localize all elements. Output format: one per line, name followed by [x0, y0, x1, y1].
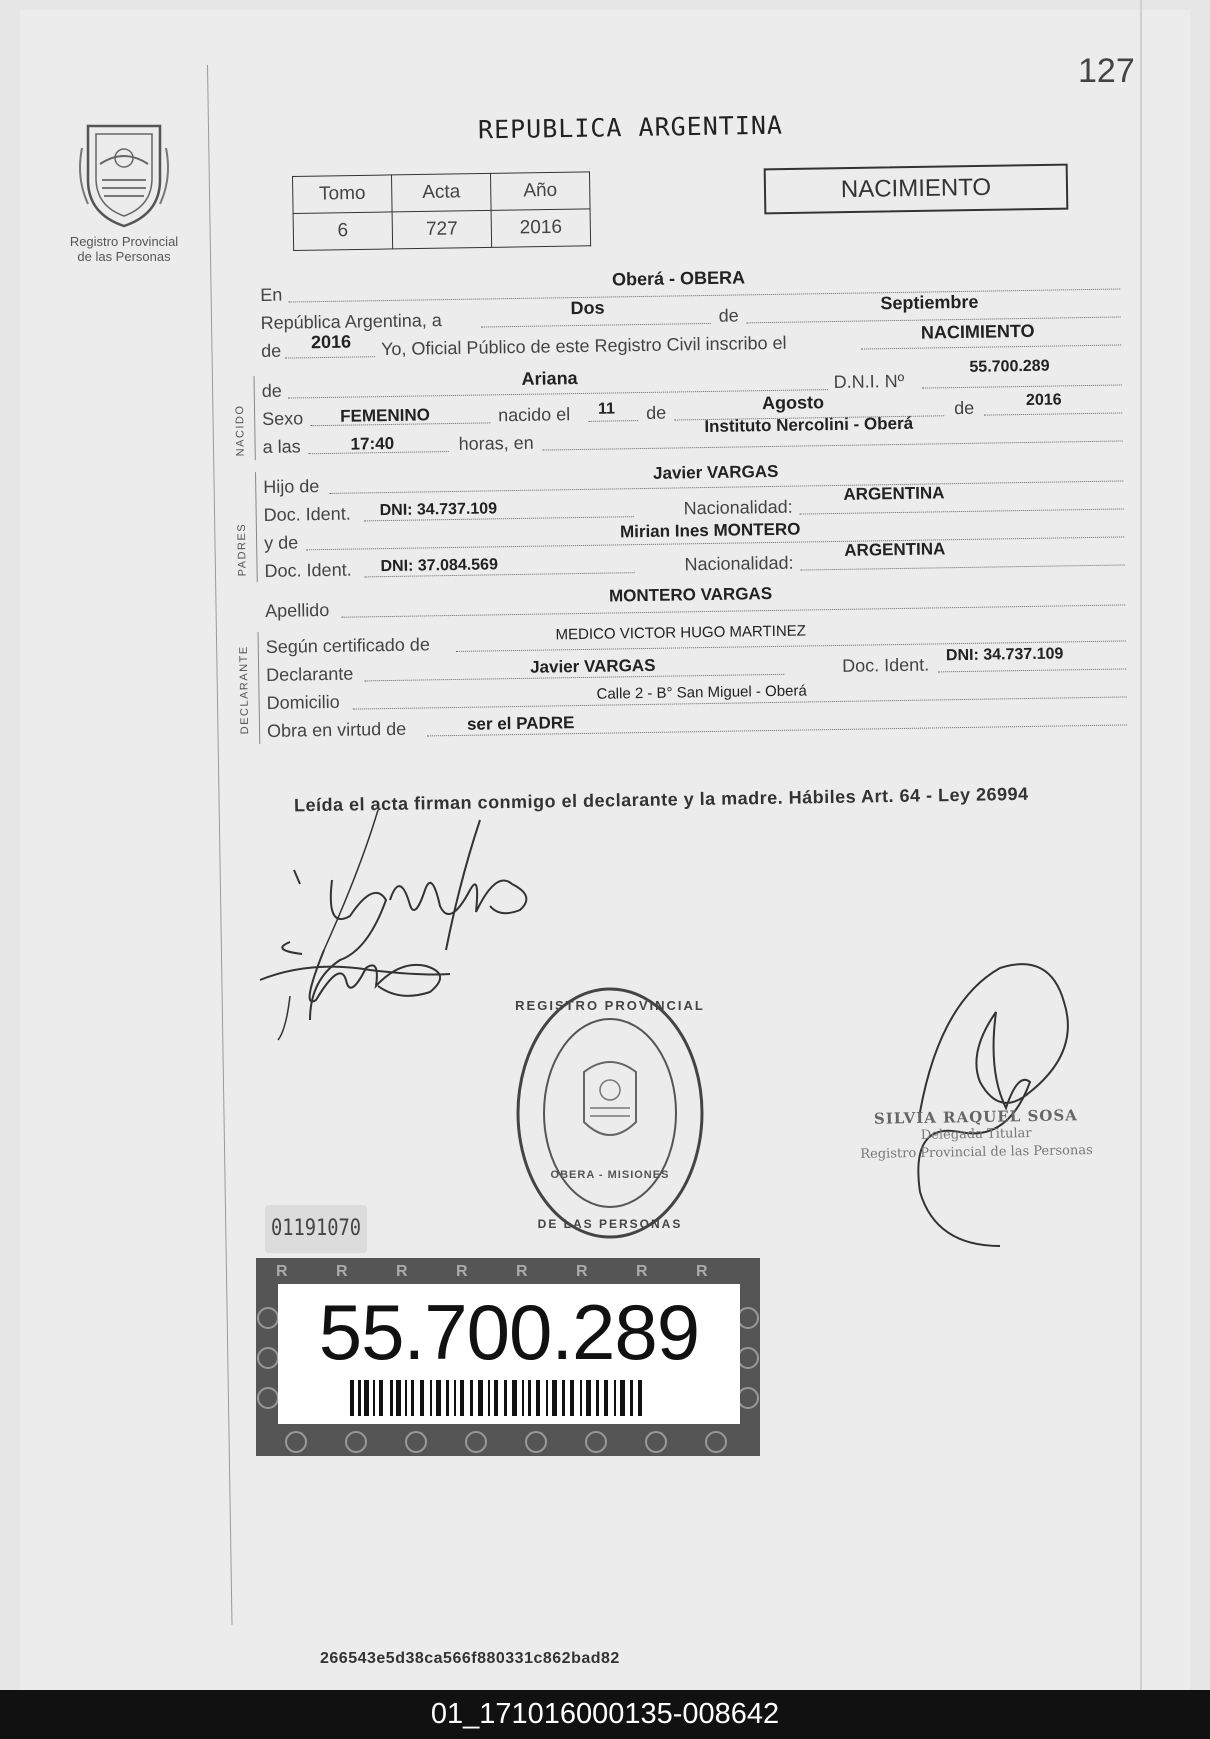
label-republica: República Argentina, a [260, 310, 442, 333]
table-header-tomo: Tomo [293, 175, 393, 214]
dotted-line [938, 668, 1126, 672]
value-dia: Dos [570, 297, 605, 319]
svg-text:R: R [636, 1263, 648, 1280]
registry-stamp-icon [510, 982, 710, 1244]
label-apellido: Apellido [265, 599, 330, 621]
value-padre: Javier VARGAS [652, 461, 779, 483]
svg-text:DE LAS PERSONAS: DE LAS PERSONAS [537, 1217, 683, 1231]
label-nac2: Nacionalidad: [684, 552, 794, 575]
svg-text:OBERA - MISIONES: OBERA - MISIONES [550, 1169, 670, 1181]
label-de: de [718, 305, 739, 326]
value-padre-doc: DNI: 34.737.109 [379, 500, 498, 520]
dotted-line [588, 420, 638, 422]
label-doc1: Doc. Ident. [263, 503, 351, 525]
label-nac1: Nacionalidad: [683, 496, 793, 519]
closing-statement: Leída el acta firman conmigo el declarante y la madre. Hábiles Art. 64 - Ley 26994 [293, 783, 1029, 816]
label-nacido: nacido el [497, 404, 571, 426]
dotted-line [861, 344, 1121, 349]
paper-edge [1140, 0, 1142, 1690]
label-horas: horas, en [458, 432, 534, 454]
label-de2: de [260, 340, 282, 361]
page-title: REPUBLICA ARGENTINA [477, 110, 784, 145]
table-cell-tomo: 6 [293, 212, 393, 251]
label-declarante: Declarante [266, 663, 354, 685]
label-certificado: Según certificado de [265, 634, 431, 657]
footer-id: 01_171016000135-008642 [0, 1690, 1210, 1739]
table-cell-acta: 727 [392, 210, 492, 249]
value-madre-doc: DNI: 37.084.569 [380, 556, 499, 576]
value-nac-mes: Agosto [761, 392, 825, 414]
value-domicilio: Calle 2 - B° San Miguel - Oberá [596, 682, 807, 703]
barcode-icon [350, 1380, 650, 1416]
sticker-number: 55.700.289 [318, 1288, 700, 1376]
value-sexo: FEMENINO [340, 405, 431, 426]
dotted-line [285, 356, 375, 358]
table-row [293, 209, 591, 251]
value-tipo: NACIMIENTO [920, 320, 1035, 343]
svg-text:R: R [336, 1263, 348, 1280]
label-alas: a las [262, 436, 301, 457]
label-obra: Obra en virtud de [266, 718, 407, 741]
value-madre: Mirian Ines MONTERO [619, 519, 801, 542]
label-en: En [260, 284, 283, 305]
label-de3: de [261, 380, 282, 401]
value-certificado: MEDICO VICTOR HUGO MARTINEZ [555, 622, 807, 644]
svg-text:R: R [456, 1263, 468, 1280]
value-en: Oberá - OBERA [611, 267, 746, 290]
label-domicilio: Domicilio [266, 691, 340, 713]
logo-caption-line2: de las Personas [77, 249, 171, 264]
official-office: Registro Provincial de las Personas [860, 1142, 1093, 1163]
mother-signature-icon [250, 920, 490, 1060]
value-obra: ser el PADRE [466, 713, 575, 734]
official-name: SILVIA RAQUEL SOSA [873, 1106, 1079, 1128]
label-de4: de [645, 402, 667, 423]
page-number: 127 [1078, 52, 1135, 90]
label-de5: de [953, 397, 975, 419]
id-sticker [256, 1258, 760, 1456]
svg-text:R: R [396, 1263, 408, 1280]
table-header-acta: Acta [391, 173, 491, 212]
label-sexo: Sexo [262, 408, 304, 429]
value-declarante: Javier VARGAS [529, 655, 656, 677]
official-block [860, 1106, 1093, 1164]
svg-text:R: R [696, 1263, 708, 1280]
label-yo: Yo, Oficial Público de este Registro Civil inscribo el [380, 332, 787, 360]
table-header-anio: Año [490, 172, 590, 211]
svg-text:R: R [276, 1263, 288, 1280]
section-label-nacido: NACIDO [233, 404, 247, 457]
dotted-line [984, 412, 1122, 415]
value-apellido: MONTERO VARGAS [608, 583, 773, 606]
value-declarante-doc: DNI: 34.737.109 [945, 645, 1064, 665]
serial-number: 01191070 [265, 1205, 367, 1253]
table-cell-anio: 2016 [491, 209, 591, 248]
dotted-line [922, 384, 1122, 388]
label-yde: y de [263, 532, 299, 553]
value-hora: 17:40 [350, 433, 395, 454]
value-anio: 2016 [310, 331, 352, 353]
section-label-padres: PADRES [235, 522, 249, 577]
value-nac-anio: 2016 [1025, 391, 1062, 409]
value-lugar: Instituto Nercolini - Oberá [704, 413, 914, 437]
value-padre-nac: ARGENTINA [843, 483, 945, 504]
label-doc2: Doc. Ident. [264, 559, 352, 581]
label-doc3: Doc. Ident. [841, 654, 930, 676]
label-dni: D.N.I. Nº [833, 370, 905, 393]
value-nac-dia: 11 [597, 400, 616, 418]
value-dni: 55.700.289 [969, 357, 1050, 376]
sticker-label [278, 1284, 740, 1424]
provincial-seal-icon [74, 118, 174, 230]
svg-text:REGISTRO PROVINCIAL: REGISTRO PROVINCIAL [515, 998, 705, 1013]
logo-caption-line1: Registro Provincial [69, 234, 179, 249]
value-mes: Septiembre [880, 291, 979, 314]
svg-text:R: R [576, 1263, 588, 1280]
document-hash: 266543e5d38ca566f880331c862bad82 [320, 1650, 620, 1667]
registry-table [292, 171, 591, 251]
official-role: Delegada Titular [920, 1126, 1032, 1143]
svg-text:R: R [516, 1263, 528, 1280]
dotted-line [481, 323, 711, 328]
section-label-declarante: DECLARANTE [237, 645, 252, 735]
label-hijo: Hijo de [263, 476, 320, 497]
registry-logo [60, 118, 188, 264]
value-madre-nac: ARGENTINA [844, 539, 946, 560]
value-nombre: Ariana [521, 368, 578, 389]
document-type-box: NACIMIENTO [764, 164, 1069, 215]
table-header-row [293, 172, 591, 214]
